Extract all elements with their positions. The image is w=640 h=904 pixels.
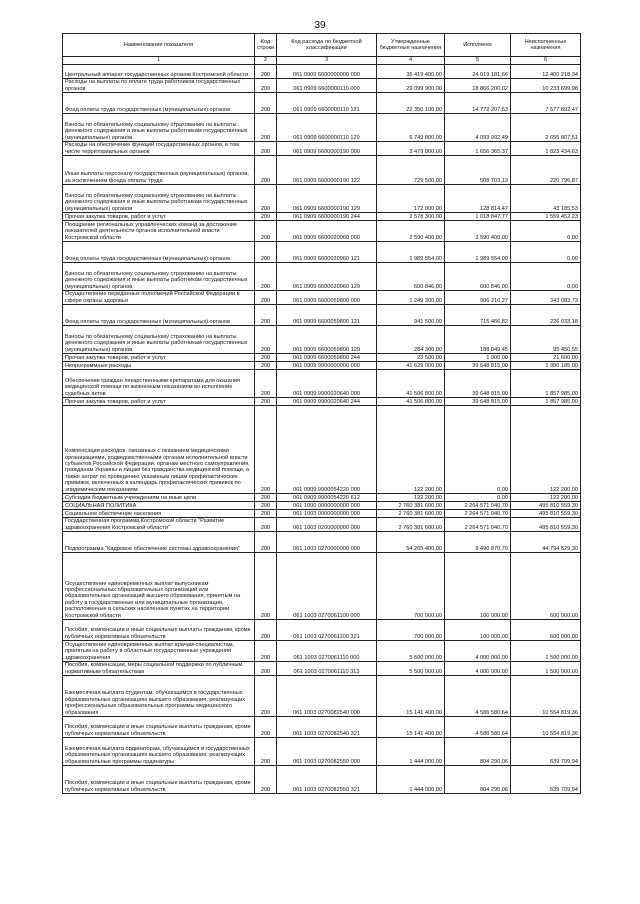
row-name: Поощрение региональных управленческих команд за достижение показателей деятельности органов исполнительной власти Костромской области bbox=[63, 221, 255, 242]
row-unexecuted: 495 810 559,30 bbox=[511, 510, 581, 518]
row-name: Обеспечение граждан лекарственными препаратами для оказания медицинской помощи по жизненным показаниям во исполнение судебных актов bbox=[63, 370, 255, 398]
row-unexecuted: 122 200,00 bbox=[511, 494, 581, 502]
row-approved: 700 000,00 bbox=[377, 620, 445, 641]
table-row bbox=[63, 142, 581, 156]
row-budget-code: 061 1003 0200000000 000 bbox=[277, 518, 377, 532]
table-row bbox=[63, 114, 581, 142]
row-budget-code: 061 0909 6600059800 244 bbox=[277, 354, 377, 362]
table-row bbox=[63, 641, 581, 662]
row-budget-code: 061 0909 6600000110 129 bbox=[277, 114, 377, 142]
row-unexecuted: 1 500 000,00 bbox=[511, 662, 581, 676]
row-budget-code: 061 0909 6600000110 121 bbox=[277, 93, 377, 114]
row-executed: 2 590 400,00 bbox=[445, 221, 511, 242]
row-line-code: 200 bbox=[255, 766, 277, 794]
table-row bbox=[63, 676, 581, 717]
row-approved: 41 506 800,00 bbox=[377, 398, 445, 406]
row-line-code: 200 bbox=[255, 398, 277, 406]
row-budget-code: 061 0909 6600000190 129 bbox=[277, 185, 377, 213]
row-executed: 715 466,82 bbox=[445, 305, 511, 326]
row-unexecuted: 43 185,53 bbox=[511, 185, 581, 213]
row-executed: 4 093 992,49 bbox=[445, 114, 511, 142]
row-executed: 24 019 181,66 bbox=[445, 65, 511, 79]
table-row bbox=[63, 662, 581, 676]
column-number: 4 bbox=[377, 57, 445, 65]
row-executed: 4 000 000,00 bbox=[445, 662, 511, 676]
table-row bbox=[63, 766, 581, 794]
row-unexecuted: 12 400 218,34 bbox=[511, 65, 581, 79]
row-unexecuted: 220 796,87 bbox=[511, 156, 581, 185]
row-approved: 15 141 400,00 bbox=[377, 676, 445, 717]
row-budget-code: 061 1003 0270000000 000 bbox=[277, 532, 377, 553]
row-unexecuted: 1 559 452,23 bbox=[511, 213, 581, 221]
row-name: Расходы на обеспечение функций государственных органов, в том числе территориальных органов bbox=[63, 142, 255, 156]
row-name: Фонд оплаты труда государственных (муниципальных) органов bbox=[63, 93, 255, 114]
table-row bbox=[63, 263, 581, 291]
table-body bbox=[63, 65, 581, 794]
row-budget-code: 061 0909 6600059800 129 bbox=[277, 326, 377, 354]
table-row bbox=[63, 242, 581, 263]
row-approved: 1 249 300,00 bbox=[377, 291, 445, 305]
row-line-code: 200 bbox=[255, 406, 277, 494]
row-unexecuted: 226 033,18 bbox=[511, 305, 581, 326]
row-line-code: 200 bbox=[255, 494, 277, 502]
row-approved: 15 141 400,00 bbox=[377, 717, 445, 738]
row-budget-code: 061 0909 9900020640 244 bbox=[277, 398, 377, 406]
column-number: 6 bbox=[511, 57, 581, 65]
row-unexecuted: 10 233 699,98 bbox=[511, 79, 581, 93]
row-line-code: 200 bbox=[255, 79, 277, 93]
row-line-code: 200 bbox=[255, 620, 277, 641]
row-approved: 2 760 381 600,00 bbox=[377, 510, 445, 518]
table-row bbox=[63, 494, 581, 502]
row-name: Субсидии бюджетным учреждениям на иные цели bbox=[63, 494, 255, 502]
row-approved: 41 506 800,00 bbox=[377, 370, 445, 398]
row-budget-code: 061 0909 6600059800 000 bbox=[277, 291, 377, 305]
table-row bbox=[63, 502, 581, 510]
row-name: Пособия, компенсации и иные социальные выплаты гражданам, кроме публичных нормативных обязательств bbox=[63, 766, 255, 794]
row-name: Ежемесячная выплата студентам, обучающимся в государственных образовательных организациях высшего образования, реализующих профессиональные образовательные программы медицинского образования bbox=[63, 676, 255, 717]
row-approved: 23 500,00 bbox=[377, 354, 445, 362]
header-approved: Утвержденные бюджетные назначения bbox=[377, 34, 445, 57]
table-row bbox=[63, 553, 581, 620]
table-row bbox=[63, 510, 581, 518]
header-unexecuted: Неисполненные назначения bbox=[511, 34, 581, 57]
row-executed: 4 586 580,64 bbox=[445, 676, 511, 717]
header-executed: Исполнено bbox=[445, 34, 511, 57]
budget-execution-table bbox=[62, 33, 581, 794]
row-line-code: 200 bbox=[255, 93, 277, 114]
row-name: Пособия, компенсации и иные социальные выплаты гражданам, кроме публичных нормативных обязательств bbox=[63, 620, 255, 641]
row-executed: 600 846,00 bbox=[445, 263, 511, 291]
row-budget-code: 061 1000 0000000000 000 bbox=[277, 502, 377, 510]
row-approved: 700 000,00 bbox=[377, 553, 445, 620]
row-unexecuted: 122 200,00 bbox=[511, 406, 581, 494]
table-row bbox=[63, 79, 581, 93]
row-unexecuted: 1 823 434,63 bbox=[511, 142, 581, 156]
table-row bbox=[63, 518, 581, 532]
row-budget-code: 061 1003 0270082550 321 bbox=[277, 766, 377, 794]
row-line-code: 200 bbox=[255, 676, 277, 717]
row-executed: 1 018 847,77 bbox=[445, 213, 511, 221]
row-approved: 122 200,00 bbox=[377, 406, 445, 494]
row-budget-code: 061 1003 0270082540 000 bbox=[277, 676, 377, 717]
table-row bbox=[63, 213, 581, 221]
row-budget-code: 061 0909 6600000190 122 bbox=[277, 156, 377, 185]
row-executed: 39 648 815,00 bbox=[445, 362, 511, 370]
row-unexecuted: 639 709,94 bbox=[511, 738, 581, 766]
row-unexecuted: 343 083,73 bbox=[511, 291, 581, 305]
row-unexecuted: 1 857 985,00 bbox=[511, 398, 581, 406]
row-approved: 122 200,00 bbox=[377, 494, 445, 502]
row-approved: 1 444 000,00 bbox=[377, 738, 445, 766]
row-name: Осуществление переданных полномочий Российской Федерации в сфере охраны здоровья bbox=[63, 291, 255, 305]
row-unexecuted: 600 000,00 bbox=[511, 553, 581, 620]
row-executed: 14 772 207,53 bbox=[445, 93, 511, 114]
column-number: 5 bbox=[445, 57, 511, 65]
row-budget-code: 061 0909 9900020640 000 bbox=[277, 370, 377, 398]
row-executed: 9 490 870,70 bbox=[445, 532, 511, 553]
row-executed: 4 000 000,00 bbox=[445, 641, 511, 662]
row-name: Центральный аппарат государственных органов Костромской области bbox=[63, 65, 255, 79]
header-budget-code: Код расхода по бюджетной классификации bbox=[277, 34, 377, 57]
table-row bbox=[63, 532, 581, 553]
row-name: Непрограммные расходы bbox=[63, 362, 255, 370]
row-approved: 29 099 900,00 bbox=[377, 79, 445, 93]
row-line-code: 200 bbox=[255, 553, 277, 620]
table-row bbox=[63, 221, 581, 242]
table-row bbox=[63, 398, 581, 406]
row-budget-code: 061 1003 0270061100 000 bbox=[277, 553, 377, 620]
column-number: 3 bbox=[277, 57, 377, 65]
row-approved: 729 500,00 bbox=[377, 156, 445, 185]
row-name: Государственная программа Костромской области "Развитие здравоохранения Костромской области" bbox=[63, 518, 255, 532]
row-budget-code: 061 1003 0000000000 000 bbox=[277, 510, 377, 518]
row-name: Иные выплаты персоналу государственных (муниципальных) органов, за исключением фонда оплаты труда bbox=[63, 156, 255, 185]
row-budget-code: 061 0909 6600000190 000 bbox=[277, 142, 377, 156]
row-name: Компенсация расходов, связанных с оказанием медицинскими организациями, подведомственными органам исполнительной власти субъектов Российской Федерации, органам местного самоуправления, гражданам Украины и лицам без гражданства медицинской помощи, а также затрат по проведению указанным лицам профилактических прививок, включенных в календарь профилактических прививок по эпидемическим показаниям bbox=[63, 406, 255, 494]
row-budget-code: 061 0909 6600000110 000 bbox=[277, 79, 377, 93]
row-executed: 100 000,00 bbox=[445, 553, 511, 620]
column-number: 2 bbox=[255, 57, 277, 65]
row-line-code: 200 bbox=[255, 185, 277, 213]
row-unexecuted: 10 554 819,36 bbox=[511, 717, 581, 738]
table-row bbox=[63, 156, 581, 185]
row-approved: 2 590 400,00 bbox=[377, 221, 445, 242]
header-line-code: Код строки bbox=[255, 34, 277, 57]
row-approved: 22 350 100,00 bbox=[377, 93, 445, 114]
row-budget-code: 061 0909 9900054220 000 bbox=[277, 406, 377, 494]
row-budget-code: 061 1003 0270061100 321 bbox=[277, 620, 377, 641]
row-approved: 5 500 000,00 bbox=[377, 662, 445, 676]
row-approved: 2 578 300,00 bbox=[377, 213, 445, 221]
row-executed: 2 264 571 040,70 bbox=[445, 510, 511, 518]
row-name: СОЦИАЛЬНАЯ ПОЛИТИКА bbox=[63, 502, 255, 510]
row-name: Ежемесячная выплата ординаторам, обучающимся в государственных образовательных организациях высшего образования, реализующих образовательные программы ординатуры bbox=[63, 738, 255, 766]
row-line-code: 200 bbox=[255, 510, 277, 518]
row-name: Фонд оплаты труда государственных (муниципальных) органов bbox=[63, 242, 255, 263]
row-line-code: 200 bbox=[255, 242, 277, 263]
row-line-code: 200 bbox=[255, 114, 277, 142]
row-unexecuted: 495 810 559,30 bbox=[511, 518, 581, 532]
row-executed: 0,00 bbox=[445, 406, 511, 494]
row-executed: 2 264 571 040,70 bbox=[445, 518, 511, 532]
row-executed: 128 814,47 bbox=[445, 185, 511, 213]
row-unexecuted: 1 980 185,00 bbox=[511, 362, 581, 370]
row-approved: 36 419 400,00 bbox=[377, 65, 445, 79]
row-budget-code: 061 0909 6600020960 129 bbox=[277, 263, 377, 291]
column-number: 1 bbox=[63, 57, 255, 65]
row-unexecuted: 7 577 892,47 bbox=[511, 93, 581, 114]
row-approved: 600 846,00 bbox=[377, 263, 445, 291]
row-name: Расходы на выплаты по оплате труда работников государственных органов bbox=[63, 79, 255, 93]
row-line-code: 200 bbox=[255, 142, 277, 156]
header-name: Наименование показателя bbox=[63, 34, 255, 57]
row-unexecuted: 0,00 bbox=[511, 263, 581, 291]
row-name: Взносы по обязательному социальному страхованию на выплаты денежного содержания и иные выплаты работникам государственных (муниципальных) органов bbox=[63, 326, 255, 354]
header-row bbox=[63, 34, 581, 57]
row-unexecuted: 2 655 807,51 bbox=[511, 114, 581, 142]
row-line-code: 200 bbox=[255, 354, 277, 362]
table-row bbox=[63, 354, 581, 362]
table-row bbox=[63, 738, 581, 766]
table-row bbox=[63, 362, 581, 370]
row-approved: 172 000,00 bbox=[377, 185, 445, 213]
table-row bbox=[63, 406, 581, 494]
row-name: Пособия, компенсации, меры социальной поддержки по публичным нормативным обязательствам bbox=[63, 662, 255, 676]
row-name: Социальное обеспечение населения bbox=[63, 510, 255, 518]
row-line-code: 200 bbox=[255, 532, 277, 553]
row-unexecuted: 1 857 985,00 bbox=[511, 370, 581, 398]
row-executed: 39 648 815,00 bbox=[445, 398, 511, 406]
table-row bbox=[63, 620, 581, 641]
row-line-code: 200 bbox=[255, 641, 277, 662]
row-line-code: 200 bbox=[255, 65, 277, 79]
row-name: Взносы по обязательному социальному страхованию на выплаты денежного содержания и иные выплаты работникам государственных (муниципальных) органов bbox=[63, 114, 255, 142]
row-line-code: 200 bbox=[255, 263, 277, 291]
table-row bbox=[63, 291, 581, 305]
row-budget-code: 061 0909 6600000190 244 bbox=[277, 213, 377, 221]
row-executed: 508 703,13 bbox=[445, 156, 511, 185]
row-line-code: 200 bbox=[255, 221, 277, 242]
row-line-code: 200 bbox=[255, 362, 277, 370]
row-executed: 39 648 815,00 bbox=[445, 370, 511, 398]
column-number-row bbox=[63, 57, 581, 65]
row-unexecuted: 639 709,94 bbox=[511, 766, 581, 794]
row-unexecuted: 44 794 529,30 bbox=[511, 532, 581, 553]
row-approved: 3 479 800,00 bbox=[377, 142, 445, 156]
row-executed: 1 656 365,37 bbox=[445, 142, 511, 156]
row-line-code: 200 bbox=[255, 326, 277, 354]
row-name: Осуществление единовременных выплат врачам-специалистам, принятым на работу в областные государственные учреждения здравоохранения bbox=[63, 641, 255, 662]
row-unexecuted: 600 000,00 bbox=[511, 620, 581, 641]
row-executed: 100 000,00 bbox=[445, 620, 511, 641]
row-approved: 941 500,00 bbox=[377, 305, 445, 326]
row-approved: 2 760 381 600,00 bbox=[377, 502, 445, 510]
row-executed: 1 989 554,00 bbox=[445, 242, 511, 263]
row-line-code: 200 bbox=[255, 156, 277, 185]
row-line-code: 200 bbox=[255, 662, 277, 676]
row-name: Подпрограмма "Кадровое обеспечение системы здравоохранения" bbox=[63, 532, 255, 553]
row-unexecuted: 495 810 559,30 bbox=[511, 502, 581, 510]
row-budget-code: 061 1003 0270082550 000 bbox=[277, 738, 377, 766]
row-approved: 1 444 000,00 bbox=[377, 766, 445, 794]
row-line-code: 200 bbox=[255, 502, 277, 510]
row-line-code: 200 bbox=[255, 305, 277, 326]
row-line-code: 200 bbox=[255, 738, 277, 766]
row-line-code: 200 bbox=[255, 717, 277, 738]
page-number: 39 bbox=[314, 20, 326, 31]
row-unexecuted: 1 500 000,00 bbox=[511, 641, 581, 662]
table-row bbox=[63, 326, 581, 354]
row-name: Осуществление единовременных выплат выпускникам профессиональных образовательных организаций или образовательных организаций высшего образования, принятым на работу в государственные или муниципальные организации, расположенные в сельских населенных пунктах на территории Костромской области bbox=[63, 553, 255, 620]
row-approved: 54 265 400,00 bbox=[377, 532, 445, 553]
row-budget-code: 061 1003 0270061110 000 bbox=[277, 641, 377, 662]
row-budget-code: 061 0909 9900054220 612 bbox=[277, 494, 377, 502]
row-name: Прочая закупка товаров, работ и услуг bbox=[63, 398, 255, 406]
row-executed: 804 290,06 bbox=[445, 738, 511, 766]
row-budget-code: 061 0909 6600020960 000 bbox=[277, 221, 377, 242]
row-name: Взносы по обязательному социальному страхованию на выплаты денежного содержания и иные выплаты работникам государственных (муниципальных) органов bbox=[63, 185, 255, 213]
table-row bbox=[63, 717, 581, 738]
row-name: Взносы по обязательному социальному страхованию на выплаты денежного содержания и иные выплаты работникам государственных (муниципальных) органов bbox=[63, 263, 255, 291]
row-approved: 284 300,00 bbox=[377, 326, 445, 354]
row-budget-code: 061 0909 6600020960 121 bbox=[277, 242, 377, 263]
table-row bbox=[63, 185, 581, 213]
row-approved: 2 760 381 600,00 bbox=[377, 518, 445, 532]
row-name: Прочая закупка товаров, работ и услуг bbox=[63, 213, 255, 221]
row-line-code: 200 bbox=[255, 518, 277, 532]
row-unexecuted: 21 600,00 bbox=[511, 354, 581, 362]
row-approved: 6 749 800,00 bbox=[377, 114, 445, 142]
row-executed: 0,00 bbox=[445, 494, 511, 502]
row-name: Фонд оплаты труда государственных (муниципальных) органов bbox=[63, 305, 255, 326]
table-row bbox=[63, 305, 581, 326]
row-unexecuted: 95 450,55 bbox=[511, 326, 581, 354]
row-unexecuted: 0,00 bbox=[511, 242, 581, 263]
row-executed: 4 586 580,64 bbox=[445, 717, 511, 738]
row-executed: 2 264 571 040,70 bbox=[445, 502, 511, 510]
row-name: Пособия, компенсации и иные социальные выплаты гражданам, кроме публичных нормативных обязательств bbox=[63, 717, 255, 738]
row-name: Прочая закупка товаров, работ и услуг bbox=[63, 354, 255, 362]
table-row bbox=[63, 65, 581, 79]
row-executed: 906 216,27 bbox=[445, 291, 511, 305]
row-unexecuted: 10 554 819,36 bbox=[511, 676, 581, 717]
row-budget-code: 061 1003 0270061110 313 bbox=[277, 662, 377, 676]
row-budget-code: 061 0909 6600000000 000 bbox=[277, 65, 377, 79]
row-budget-code: 061 1003 0270082540 321 bbox=[277, 717, 377, 738]
row-executed: 188 849,45 bbox=[445, 326, 511, 354]
row-line-code: 200 bbox=[255, 291, 277, 305]
row-approved: 1 989 554,00 bbox=[377, 242, 445, 263]
row-line-code: 200 bbox=[255, 370, 277, 398]
row-budget-code: 061 0909 9900000000 000 bbox=[277, 362, 377, 370]
row-executed: 1 900,00 bbox=[445, 354, 511, 362]
table-row bbox=[63, 93, 581, 114]
row-line-code: 200 bbox=[255, 213, 277, 221]
row-approved: 41 629 000,00 bbox=[377, 362, 445, 370]
row-executed: 804 290,06 bbox=[445, 766, 511, 794]
row-executed: 18 866 200,02 bbox=[445, 79, 511, 93]
row-approved: 5 500 000,00 bbox=[377, 641, 445, 662]
row-unexecuted: 0,00 bbox=[511, 221, 581, 242]
table-row bbox=[63, 370, 581, 398]
row-budget-code: 061 0909 6600059800 121 bbox=[277, 305, 377, 326]
